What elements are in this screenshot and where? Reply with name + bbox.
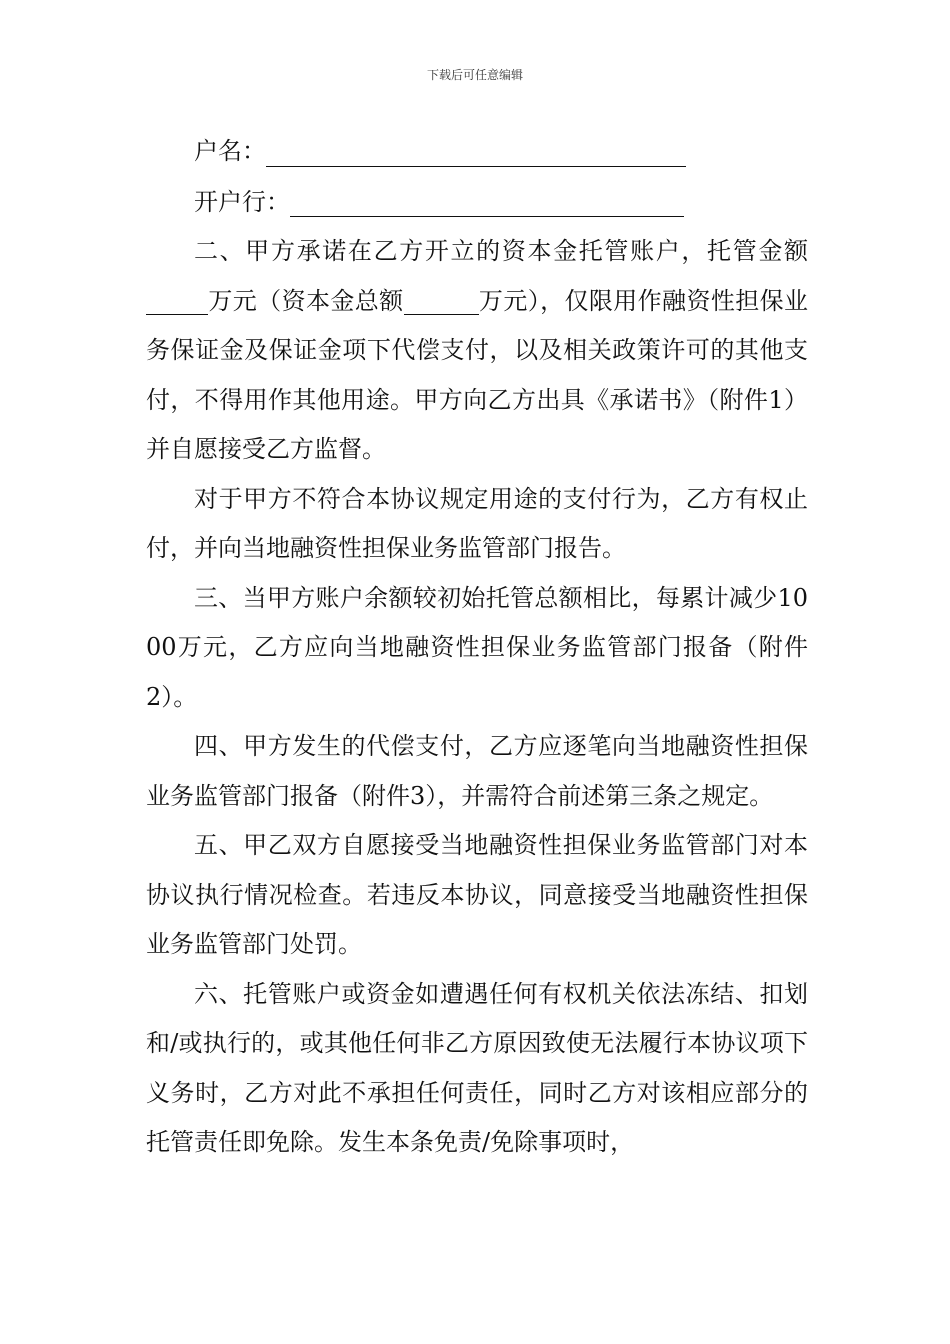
bank-label: 开户行：: [194, 187, 290, 216]
clause-3: 三、当甲方账户余额较初始托管总额相比，每累计减少1000万元，乙方应向当地融资性担保业务监管部门报备（附件2）。: [146, 583, 808, 711]
bank-row: [146, 178, 808, 228]
document-body: [146, 126, 808, 1168]
clause-4: 四、甲方发生的代偿支付，乙方应逐笔向当地融资性担保业务监管部门报备（附件3），并需符合前述第三条之规定。: [146, 732, 808, 810]
page-header: 下载后可任意编辑: [426, 68, 523, 82]
clause-2: [146, 227, 808, 475]
custody-amount-blank[interactable]: [146, 286, 208, 315]
account-name-label: 户名：: [194, 137, 266, 165]
clause-5: 五、甲乙双方自愿接受当地融资性担保业务监管部门对本协议执行情况检查。若违反本协议，同意接受当地融资性担保业务监管部门处罚。: [146, 831, 808, 958]
paragraph-stop-payment: 对于甲方不符合本协议规定用途的支付行为，乙方有权止付，并向当地融资性担保业务监管部门报告。: [146, 484, 808, 562]
total-capital-blank[interactable]: [404, 286, 479, 315]
clause-6: 六、托管账户或资金如遭遇任何有权机关依法冻结、扣划和/或执行的，或其他任何非乙方原因致使无法履行本协议项下义务时，乙方对此不承担任何责任，同时乙方对该相应部分的托管责任即免除。发生本条免责/免除事项时，: [146, 979, 808, 1156]
clause-2-text-2: 万元（资本金总额: [208, 286, 404, 315]
clause-2-text-1: 二、甲方承诺在乙方开立的资本金托管账户，托管金额: [194, 237, 808, 265]
bank-blank[interactable]: [290, 186, 684, 217]
account-name-row: [146, 127, 808, 177]
account-name-blank[interactable]: [266, 136, 686, 167]
clause-2-text-3: 万元），仅限用作融资性担保业务保证金及保证金项下代偿支付，以及相关政策许可的其他支付，不得用作其他用途。甲方向乙方出具《承诺书》（附件1）并自愿接受乙方监督。: [146, 286, 809, 463]
